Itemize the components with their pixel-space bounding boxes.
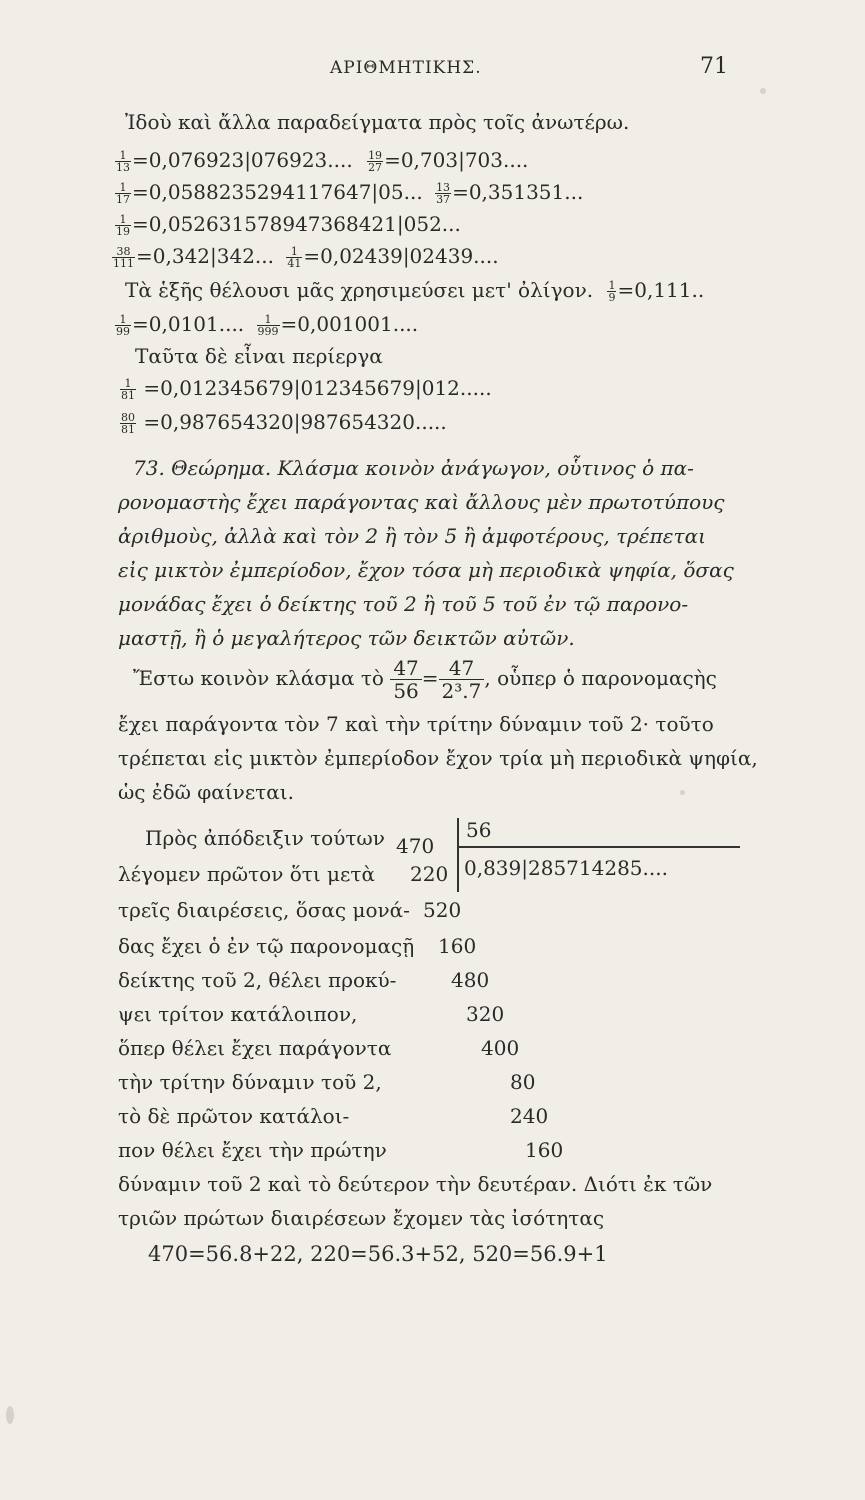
example-row-9: $\frac{80}{81}$ =0,987654320|987654320..... [121,410,447,436]
fraction: $\frac{1}{41}$ [287,245,302,270]
division-remainder: 480 [451,968,490,992]
example-fraction-line: Ἔστω κοινὸν κλάσμα τὸ $\frac{47}{56}$ = $\frac{47}{\text{2³.7}}$ , οὗπερ ὁ παρονομαςὴς [133,656,717,703]
fraction: $\frac{1}{17}$ [116,181,130,206]
division-remainder: 320 [466,1002,505,1026]
proof-line: δείκτης τοῦ 2, θέλει προκύ- [118,968,397,992]
theorem-line: εἰς μικτὸν ἐμπερίοδον, ἔχον τόσα μὴ περιοδικὰ ψηφία, ὅσας [118,558,734,582]
division-remainder: 80 [510,1070,536,1094]
theorem-line: ρονομαστὴς ἔχει παράγοντας καὶ ἄλλους μὲν πρωτοτύπους [118,490,725,514]
division-remainder: 400 [481,1036,520,1060]
body-line: ἔχει παράγοντα τὸν 7 καὶ τὴν τρίτην δύναμιν τοῦ 2· τοῦτο [118,712,714,736]
theorem-line: ἀριθμοὺς, ἀλλὰ καὶ τὸν 2 ἢ τὸν 5 ἢ ἀμφοτέρους, τρέπεται [118,524,706,548]
division-remainder: 160 [525,1138,564,1162]
fraction: $\frac{1}{99}$ [116,313,130,338]
proof-line: ὅπερ θέλει ἔχει παράγοντα [118,1036,392,1060]
fraction: $\frac{13}{37}$ [436,181,451,206]
proof-line: τρεῖς διαιρέσεις, ὅσας μονά- [118,898,410,922]
example-row-6: $\frac{1}{99}$ =0,0101.... $\frac{1}{999}$ =0,001001.... [116,312,419,338]
division-divisor: 56 [466,818,492,842]
intro-line: Ἰδοὺ καὶ ἄλλα παραδείγματα πρὸς τοῖς ἀνωτέρω. [125,110,630,134]
division-horizontal-rule [458,846,740,848]
closing-line: τριῶν πρώτων διαιρέσεων ἔχομεν τὰς ἰσότητας [118,1206,605,1230]
division-remainder: 160 [438,934,477,958]
proof-line: τὸ δὲ πρῶτον κατάλοι- [118,1104,350,1128]
closing-equations: 470=56.8+22, 220=56.3+52, 520=56.9+1 [148,1242,608,1266]
fraction: $\frac{1}{81}$ [121,377,135,402]
body-line: τρέπεται εἰς μικτὸν ἐμπερίοδον ἔχον τρία μὴ περιοδικὰ ψηφία, [118,746,758,770]
fraction: $\frac{1}{19}$ [116,213,130,238]
fraction: $\frac{19}{27}$ [368,149,383,174]
running-header [0,54,865,88]
fraction: $\frac{80}{81}$ [121,411,135,436]
proof-line: Πρὸς ἀπόδειξιν τούτων [145,826,385,850]
theorem-line: μονάδας ἔχει ὁ δείκτης τοῦ 2 ἢ τοῦ 5 τοῦ ἐν τῷ παρονο- [118,592,689,616]
fraction: $\frac{38}{111}$ [113,245,134,270]
proof-line: πον θέλει ἔχει τὴν πρώτην [118,1138,387,1162]
scan-speck [680,790,685,795]
fraction: $\frac{1}{9}$ [608,279,616,304]
division-dividend: 470 [396,834,435,858]
example-row-4: $\frac{38}{111}$ =0,342|342... $\frac{1}{41}$ =0,02439|02439.... [113,244,499,270]
proof-line: τὴν τρίτην δύναμιν τοῦ 2, [118,1070,382,1094]
body-line: ὡς ἐδῶ φαίνεται. [118,780,294,804]
proof-line: ψει τρίτον κατάλοιπον, [118,1002,358,1026]
division-vertical-rule [457,818,459,892]
example-row-1: $\frac{1}{13}$ =0,076923|076923.... $\frac{19}{27}$ =0,703|703.... [116,148,529,174]
fraction-47-56: $\frac{47}{56}$ [390,657,421,702]
division-remainder: 240 [510,1104,549,1128]
fraction: $\frac{1}{999}$ [257,313,279,338]
example-row-3: $\frac{1}{19}$ =0,052631578947368421|052... [116,212,461,238]
theorem-line: 73. Θεώρημα. Κλάσμα κοινὸν ἀνάγωγον, οὗτινος ὁ πα- [133,456,694,480]
closing-line: δύναμιν τοῦ 2 καὶ τὸ δεύτερον τὴν δευτέραν. Διότι ἐκ τῶν [118,1172,713,1196]
proof-line: λέγομεν πρῶτον ὅτι μετὰ [118,862,375,886]
example-row-5: Τὰ ἑξῆς θέλουσι μᾶς χρησιμεύσει μετ' ὀλίγον. $\frac{1}{9}$ =0,111.. [125,278,705,304]
page-number: 71 [700,54,728,79]
example-row-7: Ταῦτα δὲ εἶναι περίεργα [135,344,383,368]
division-quotient: 0,839|285714285.... [464,856,668,880]
division-remainder: 520 [423,898,462,922]
example-row-2: $\frac{1}{17}$ =0,0588235294117647|05... $\frac{13}{37}$ =0,351351... [116,180,584,206]
scan-speck [6,1406,14,1424]
scan-speck [760,88,766,94]
theorem-line: μαστῇ, ἢ ὁ μεγαλήτερος τῶν δεικτῶν αὐτῶν. [118,626,575,650]
running-title: ΑΡΙΘΜΗΤΙΚΗΣ. [330,58,482,78]
proof-line: δας ἔχει ὁ ἐν τῷ παρονομαςῇ [118,934,415,958]
fraction-47-factored: $\frac{47}{\text{2³.7}}$ [439,657,485,702]
fraction: $\frac{1}{13}$ [116,149,130,174]
example-row-8: $\frac{1}{81}$ =0,012345679|012345679|012..... [121,376,492,402]
division-remainder: 220 [410,862,449,886]
